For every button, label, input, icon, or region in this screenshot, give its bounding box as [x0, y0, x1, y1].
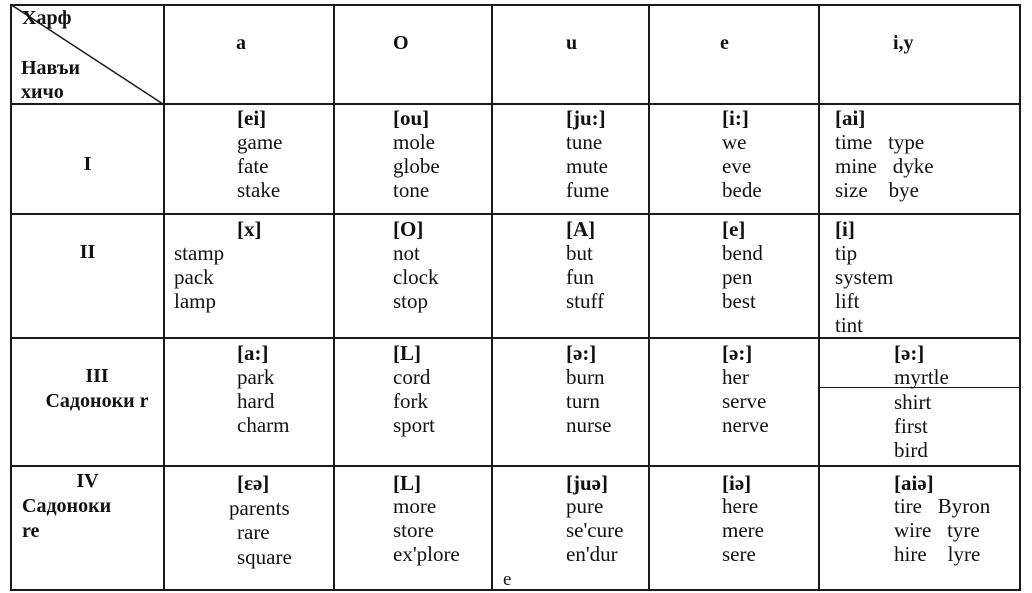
row2-u-phonetic: [A] [566, 217, 596, 241]
row4-u-stray-letter: e [503, 569, 512, 590]
row1-a-word: stake [237, 178, 281, 202]
row3-o-word: fork [393, 389, 428, 413]
row2-iy-word: system [835, 265, 894, 289]
corner-top-label: Харф [22, 7, 72, 29]
row3-iy-extra-word: shirt [894, 390, 932, 414]
row3-a-word: hard [237, 389, 275, 413]
row4-o-phonetic: [L] [393, 471, 421, 495]
row4-u-phonetic: [juə] [566, 471, 608, 495]
row1-iy-word: time type [835, 130, 925, 154]
row-name-iv: IV [76, 470, 99, 492]
row2-u-word: but [566, 241, 593, 265]
row2-e-word: pen [722, 265, 753, 289]
row2-iy-word: tip [835, 241, 858, 265]
row3-u-word: nurse [566, 413, 612, 437]
row1-e-word: bede [722, 178, 762, 202]
border-col4 [648, 4, 650, 591]
row1-a-word: fate [237, 154, 269, 178]
row3-e-word: serve [722, 389, 767, 413]
row4-o-word: store [393, 518, 434, 542]
row1-a-phonetic: [ei] [237, 106, 267, 130]
row1-o-phonetic: [ou] [393, 106, 430, 130]
column-header-iy: i,y [893, 32, 914, 54]
row4-a-word: square [237, 545, 292, 569]
row2-o-phonetic: [O] [393, 217, 424, 241]
row2-a-phonetic: [x] [237, 217, 262, 241]
border-bottom [10, 589, 1021, 591]
row4-e-word: sere [722, 542, 756, 566]
row1-iy-word: size bye [835, 178, 919, 202]
row-name-ii: II [79, 241, 96, 263]
row4-iy-word: tire Byron [894, 494, 991, 518]
corner-bottom-label-line1: Навъи [21, 57, 81, 79]
row4-e-phonetic: [iə] [722, 471, 752, 495]
border-col1 [163, 4, 165, 591]
border-row4 [10, 465, 1021, 467]
row1-e-word: we [722, 130, 747, 154]
row2-iy-word: lift [835, 289, 860, 313]
row3-u-word: burn [566, 365, 605, 389]
row4-u-word: se'cure [566, 518, 624, 542]
row3-u-word: turn [566, 389, 600, 413]
row3-iy-word: myrtle [894, 365, 949, 389]
row4-a-word: parents [229, 496, 290, 520]
row2-u-word: fun [566, 265, 594, 289]
row3-iy-phonetic: [ə:] [894, 341, 925, 365]
row3-iy-extra-word: first [894, 414, 928, 438]
row1-o-word: globe [393, 154, 440, 178]
row4-iy-word: wire tyre [894, 518, 980, 542]
row3-o-word: sport [393, 413, 435, 437]
row1-a-word: game [237, 130, 283, 154]
row2-a-word: lamp [174, 289, 216, 313]
row1-u-word: mute [566, 154, 608, 178]
row1-o-word: tone [393, 178, 430, 202]
row2-a-word: pack [174, 265, 214, 289]
row-name-iii-sub: Садоноки r [45, 390, 149, 412]
row4-a-phonetic: [ɛə] [237, 471, 270, 495]
row4-u-word: en'dur [566, 542, 618, 566]
row3-o-phonetic: [L] [393, 341, 421, 365]
column-header-e: e [720, 32, 729, 54]
row1-u-phonetic: [ju:] [566, 106, 606, 130]
column-header-o: O [393, 32, 409, 54]
column-header-u: u [566, 32, 578, 54]
border-col3 [491, 4, 493, 591]
row2-e-phonetic: [e] [722, 217, 746, 241]
row3-o-word: cord [393, 365, 431, 389]
row2-e-word: bend [722, 241, 763, 265]
border-right [1019, 4, 1021, 591]
row-name-iv-sub2: re [22, 520, 40, 542]
row2-o-word: not [393, 241, 420, 265]
row4-e-word: mere [722, 518, 764, 542]
row3-iy-extra-word: bird [894, 438, 928, 462]
row4-iy-word: hire lyre [894, 542, 981, 566]
row1-o-word: mole [393, 130, 435, 154]
row3-e-phonetic: [ə:] [722, 341, 753, 365]
row2-u-word: stuff [566, 289, 605, 313]
row3-a-phonetic: [a:] [237, 341, 269, 365]
row3-e-word: her [722, 365, 749, 389]
corner-bottom-label-line2: хичо [21, 81, 64, 103]
border-col5 [818, 4, 820, 591]
row-name-iii: III [85, 365, 109, 387]
row2-o-word: stop [393, 289, 429, 313]
row-name-iv-sub1: Садоноки [22, 495, 112, 517]
border-col2 [333, 4, 335, 591]
row1-e-phonetic: [i:] [722, 106, 749, 130]
row2-iy-phonetic: [i] [835, 217, 855, 241]
row1-iy-phonetic: [ai] [835, 106, 866, 130]
row1-u-word: fume [566, 178, 610, 202]
row2-iy-word: tint [835, 313, 864, 337]
row2-o-word: clock [393, 265, 439, 289]
row1-e-word: eve [722, 154, 752, 178]
row4-u-word: pure [566, 494, 604, 518]
row3-e-word: nerve [722, 413, 769, 437]
row1-iy-word: mine dyke [835, 154, 934, 178]
row4-o-word: more [393, 494, 437, 518]
row3-a-word: park [237, 365, 275, 389]
row1-u-word: tune [566, 130, 603, 154]
column-header-a: a [236, 32, 246, 54]
row3-a-word: charm [237, 413, 290, 437]
row4-a-word: rare [237, 520, 270, 544]
row4-o-word: ex'plore [393, 542, 460, 566]
row2-e-word: best [722, 289, 756, 313]
row4-e-word: here [722, 494, 759, 518]
row4-iy-phonetic: [aiə] [894, 471, 934, 495]
row3-u-phonetic: [ə:] [566, 341, 597, 365]
row-name-i: I [83, 153, 92, 175]
border-row2 [10, 213, 1021, 215]
border-row3 [10, 337, 1021, 339]
row2-a-word: stamp [174, 241, 225, 265]
